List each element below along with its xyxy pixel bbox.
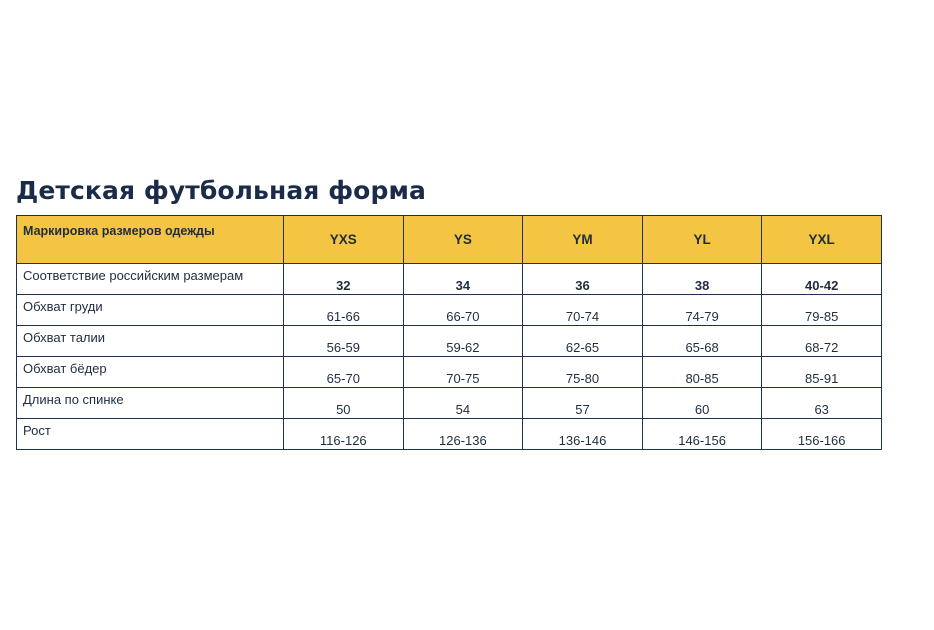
table-cell: 56-59 [284,326,404,357]
table-cell: 50 [284,388,404,419]
header-label-cell: Маркировка размеров одежды [17,216,284,264]
table-cell: 74-79 [642,295,762,326]
row-label: Обхват талии [17,326,284,357]
table-cell: 65-70 [284,357,404,388]
header-size-ym: YM [523,216,643,264]
row-label: Обхват бёдер [17,357,284,388]
table-cell: 32 [284,264,404,295]
table-cell: 60 [642,388,762,419]
table-cell: 126-136 [403,419,523,450]
table-cell: 156-166 [762,419,882,450]
table-cell: 57 [523,388,643,419]
table-header-row [17,216,882,264]
table-cell: 79-85 [762,295,882,326]
table-cell: 65-68 [642,326,762,357]
header-size-yxs: YXS [284,216,404,264]
table-cell: 80-85 [642,357,762,388]
header-size-ys: YS [403,216,523,264]
table-cell: 38 [642,264,762,295]
table-row-russian-size [17,264,882,295]
table-cell: 34 [403,264,523,295]
table-cell: 62-65 [523,326,643,357]
table-row-chest [17,295,882,326]
table-cell: 61-66 [284,295,404,326]
table-cell: 85-91 [762,357,882,388]
row-label: Обхват груди [17,295,284,326]
table-cell: 136-146 [523,419,643,450]
table-cell: 146-156 [642,419,762,450]
row-label: Соответствие российским размерам [17,264,284,295]
table-cell: 70-75 [403,357,523,388]
table-cell: 66-70 [403,295,523,326]
row-label: Рост [17,419,284,450]
table-cell: 75-80 [523,357,643,388]
page-title: Детская футбольная форма [16,176,426,205]
row-label: Длина по спинке [17,388,284,419]
table-row-waist [17,326,882,357]
size-chart-table [16,215,882,450]
table-row-hips [17,357,882,388]
table-cell: 40-42 [762,264,882,295]
table-cell: 116-126 [284,419,404,450]
table-cell: 70-74 [523,295,643,326]
table-cell: 68-72 [762,326,882,357]
table-row-back-length [17,388,882,419]
table-cell: 36 [523,264,643,295]
table-cell: 63 [762,388,882,419]
header-size-yl: YL [642,216,762,264]
table-cell: 59-62 [403,326,523,357]
header-size-yxl: YXL [762,216,882,264]
table-cell: 54 [403,388,523,419]
table-row-height [17,419,882,450]
